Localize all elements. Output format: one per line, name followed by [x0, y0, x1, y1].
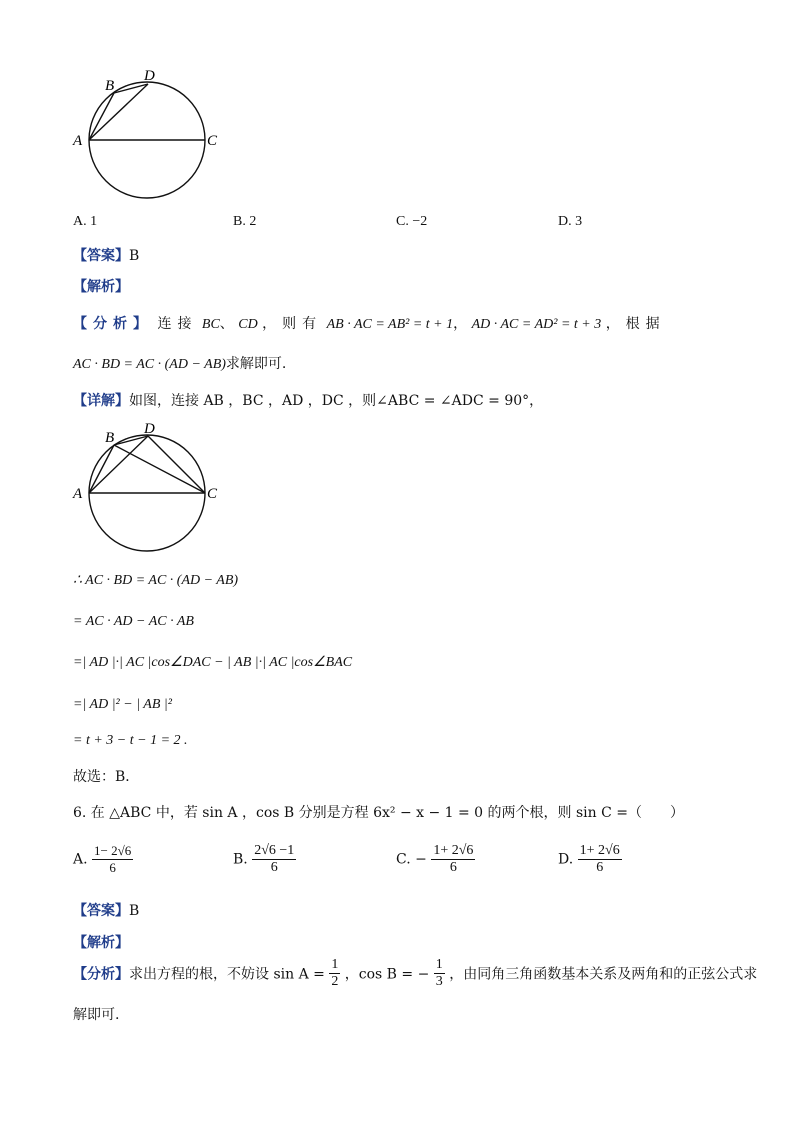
step-4: =| AD |² − | AB |² [73, 697, 172, 712]
q5-analysis-tag: 【解析】 [73, 279, 129, 295]
q5-conclusion: 故选：B． [73, 769, 140, 785]
circle-figure-1 [70, 60, 240, 205]
q6-option-b: B. $\frac{2√6 -1}{6}$ [233, 843, 295, 875]
q6-fenxi-line1: 【分析】求出方程的根，不妨设 sin A = $\frac{1}{2}$ ，cos B = − $\frac{1}{3}$ ，由同角三角函数基本关系及两角和的正弦公式求 [73, 957, 758, 989]
q6-option-a: A. $\frac{1- 2√6}{6}$ [73, 843, 132, 875]
q6-stem: 6. 在 △ABC 中，若 sin A ，cos B 分别是方程 6x² − x − 1 = 0 的两个根，则 sin C =（ ） [73, 805, 685, 821]
q5-option-b: B. 2 [233, 214, 257, 229]
q6-answer: 【答案】B [73, 903, 140, 919]
q5-fenxi-line2: AC · BD = AC · (AD − AB)求解即可. [73, 356, 287, 372]
label-A: A [73, 486, 83, 502]
q5-option-c: C. −2 [396, 214, 428, 229]
q5-option-d: D. 3 [558, 214, 583, 229]
q6-fenxi-line2: 解即可. [73, 1007, 120, 1023]
step-3: =| AD |·| AC |cos∠DAC − | AB |·| AC |cos∠BAC [73, 655, 353, 670]
q5-fenxi-line1: 【分析】 连接 BC、 CD ，则有 AB · AC = AB² = t + 1， AD · AC = AD² = t + 3 ，根据 [73, 316, 666, 332]
q6-option-d: D. $\frac{1+ 2√6}{6}$ [558, 843, 620, 875]
label-B: B [105, 430, 115, 446]
q5-detail: 【详解】如图，连接 AB ，BC ，AD ，DC ，则∠ABC = ∠ADC = 90°， [73, 393, 544, 409]
label-A: A [73, 133, 83, 149]
step-5: = t + 3 − t − 1 = 2 . [73, 733, 188, 748]
label-B: B [105, 78, 115, 94]
q5-option-a: A. 1 [73, 214, 98, 229]
circle-figure-2 [70, 415, 240, 560]
label-D: D [144, 421, 155, 437]
q6-analysis-tag: 【解析】 [73, 935, 129, 951]
q5-answer: 【答案】B [73, 248, 140, 264]
label-D: D [144, 68, 155, 84]
step-1: ∴ AC · BD = AC · (AD − AB) [73, 573, 239, 588]
label-C: C [207, 486, 218, 502]
label-C: C [207, 133, 218, 149]
q6-option-c: C. − $\frac{1+ 2√6}{6}$ [396, 843, 474, 875]
step-2: = AC · AD − AC · AB [73, 614, 194, 629]
